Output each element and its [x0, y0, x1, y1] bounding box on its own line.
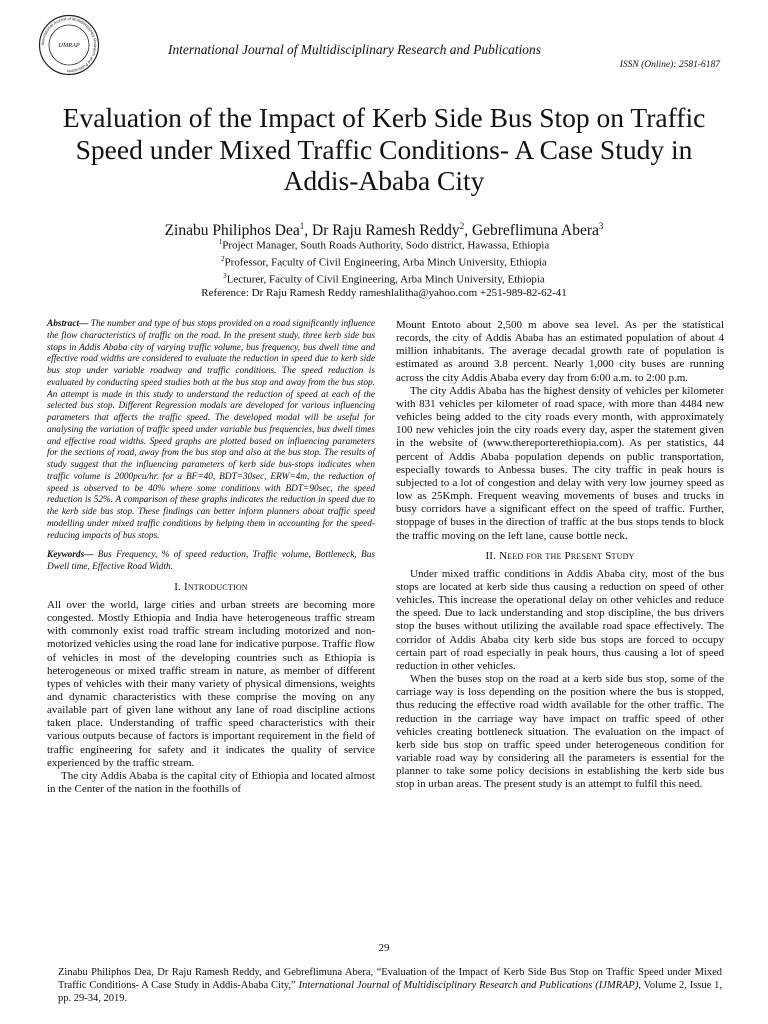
- paragraph: Under mixed traffic conditions in Addis Ababa city, most of the bus stops are located at kerb side thus causing a reduction on speed of other vehicles. This increase the operational delay on other vehicles and reduce the speed. Due to lack understanding and stop discipline, the bus drivers stop the buses without utilizing the available road space effectively. The corridor of Addis Ababa city kerb side bus stops are forced to occupy certain part of road especially in peak hours, thus causing a lot of speed reduction in other vehicles.: [396, 567, 724, 672]
- paragraph: The city Addis Ababa is the capital city of Ethiopia and located almost in the Center of the nation in the foothills of: [47, 769, 375, 796]
- affiliation: $^3$Lecturer, Faculty of Civil Engineering, Arba Minch University, Ethiopia: [223, 272, 545, 286]
- author-list: Zinabu Philiphos Dea$^1$, Dr Raju Ramesh Reddy$^2$, Gebreflimuna Abera$^3$: [164, 221, 604, 240]
- section-heading-introduction: I. Introduction: [174, 580, 248, 593]
- logo-ring-text: International Journal of Multidisciplinary Research and Publications: [39, 15, 99, 75]
- abstract-text: The number and type of bus stops provided on a road significantly influence the flow characteristics of traffic on the road. In the present study, three kerb side bus stops in Addis Ababa city of varying traffic volume, bus frequency, bus dwell time and effective road widths are considered to evaluate the reduction in speed due to kerb side bus stop under variable roadway and traffic conditions. The speed reduction is evaluated by conducting speed studies both at the bus stop and away from the bus stop. An attempt is made in this study to understand the reduction of speed at each of the selected bus stop. Different Regression modals are developed for various influencing parameters that affects the traffic speed. The developed modal will be useful for analysing the variation of traffic speed under variable bus frequencies, bus dwell times and effective road widths. Speed graphs are plotted based on influencing parameters for the sections of road, away from the bus stop and also at the bus stop. The results of study suggest that the influencing parameters of kerb side bus-stops indicates when traffic volume is 2000pcu/hr. for a BF=40, BDT=30sec, ERW=4m, the reduction of speed is observed to be 40% where some conditions with BDT=90sec, the speed reduction is 52%. A comparison of these graphs indicates the reduction in speed due to the kerb side bus stop. These findings can better inform planners about traffic speed modelling under mixed traffic conditions by helping them in accounting for the speed-reducing impacts of bus stops.: [47, 319, 375, 541]
- author-name: Zinabu Philiphos Dea: [164, 222, 300, 240]
- left-column: [47, 319, 375, 796]
- section-heading-need: II. Need for the Present Study: [485, 549, 635, 562]
- abstract: [47, 319, 375, 542]
- journal-name: International Journal of Multidisciplinary Research and Publications: [168, 42, 541, 57]
- keywords-label: Keywords—: [47, 550, 94, 561]
- author-sup: 2: [459, 221, 465, 231]
- paragraph: When the buses stop on the road at a kerb side bus stop, some of the carriage way is loss depending on the position where the bus is stopped, thus reducing the effective road width available for the other traffic. The reduction in the carriage way have impact on traffic speed of other vehicles creating bottleneck situation. The evaluation on the impact of kerb side bus stop on traffic speed under heterogeneous condition for variable road way by considering all the parameters is essential for the planner to take some policy decisions in establishing the kerb side bus stop in urban areas. The present study is an attempt to fulfil this need.: [396, 673, 724, 791]
- author-name: Dr Raju Ramesh Reddy: [312, 222, 460, 240]
- logo-text: IJMRAP: [58, 42, 80, 49]
- author-sup: 3: [598, 221, 604, 231]
- author-name: Gebreflimuna Abera: [471, 222, 599, 240]
- paragraph: The city Addis Ababa has the highest density of vehicles per kilometer with 831 vehicles per kilometer of road space, with more than 4484 new vehicles being added to the city roads every month, with approximately 100 new vehicles join the city roads every day, asper the statement given in the website of (www.thereporterethiopia.com). As per statistics, 44 percent of Addis Ababa population depends on public transportation, especially towards to Anbessa buses. The city traffic in peak hours is subjected to a lot of congestion and delay with very low journey speed as low as 25Kmph. Frequent weaving movements of buses and trucks in busy corridors have a significant effect on the speed of traffic. Further, stoppage of buses in the direction of traffic at the bus stops tends to block the traffic moving on the left lane, cause bottle neck.: [396, 384, 724, 542]
- issn: ISSN (Online): 2581-6187: [619, 60, 720, 70]
- affiliation: $^1$Project Manager, South Roads Authority, Sodo district, Hawassa, Ethiopia: [218, 238, 550, 252]
- paragraph: All over the world, large cities and urban streets are becoming more congested. Mostly Ethiopia and India have heterogeneous traffic stream with commonly exist road traffic stream including motorized and non-motorized vehicles using the road lane for indicative purpose. Traffic flow of vehicles in most of the developing countries such as Ethiopia is heterogeneous or mixed traffic stream in nature, as member of different types of vehicles with their many variety of physical dimensions, weights and dynamic characteristics with these comprise the moving on any available part of given lane without any lane of road discipline actions taken place. Understanding of traffic speed characteristics with their various outputs because of factors is important requirement in the field of traffic engineering for safety and it indicates the quality of service experienced by the traffic stream.: [47, 598, 375, 769]
- affiliation: $^2$Professor, Faculty of Civil Engineering, Arba Minch University, Ethiopia: [221, 255, 547, 269]
- journal-logo: [38, 14, 100, 76]
- citation-footer: Zinabu Philiphos Dea, Dr Raju Ramesh Reddy, and Gebreflimuna Abera, “Evaluation of the Impact of Kerb Side Bus Stop on Traffic Speed under Mixed Traffic Conditions- A Case Study in Addis-Ababa City,” International Journal of Multidisciplinary Research and Publications (IJMRAP), Volume 2, Issue 1, pp. 29-34, 2019.: [58, 967, 722, 1005]
- author-sup: 1: [299, 221, 305, 231]
- page-number: 29: [378, 942, 390, 954]
- reference-line: Reference: Dr Raju Ramesh Reddy rameshlalitha@yahoo.com +251-989-82-62-41: [201, 287, 567, 300]
- keywords: [47, 550, 375, 574]
- keywords-text: Bus Frequency, % of speed reduction, Traffic volume, Bottleneck, Bus Dwell time, Effective Road Width.: [47, 550, 375, 572]
- paper-title: Evaluation of the Impact of Kerb Side Bus Stop on Traffic Speed under Mixed Traffic Conditions- A Case Study in Addis-Ababa City: [62, 102, 706, 196]
- affiliations: [40, 236, 728, 301]
- paragraph: Mount Entoto about 2,500 m above sea level. As per the statistical records, the city of Addis Ababa has an estimated population of about 4 million inhabitants. The average decadal growth rate of population is estimated as around 3.8 percent. Nearly 1,000 city buses are running across the city Addis Ababa every day from 6:00 a.m. to 2:00 p.m.: [396, 319, 724, 384]
- citation-journal: International Journal of Multidisciplinary Research and Publications (IJMRAP): [298, 980, 639, 992]
- abstract-label: Abstract—: [47, 319, 89, 329]
- right-column: [396, 319, 724, 791]
